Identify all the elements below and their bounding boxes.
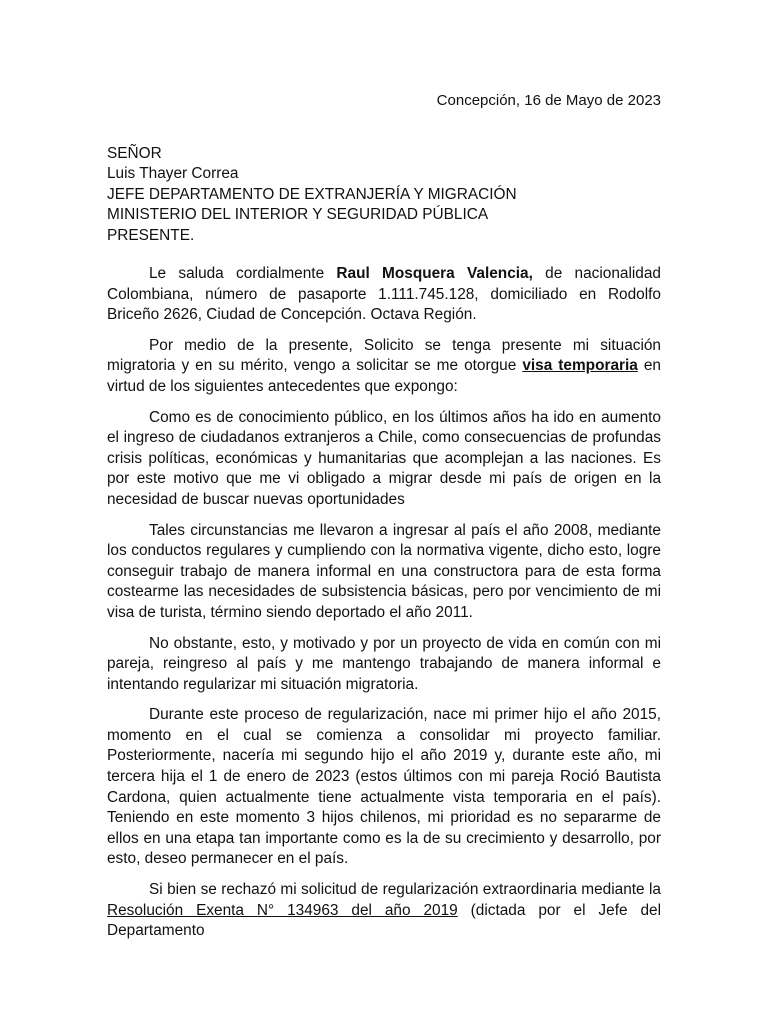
sender-name: Raul Mosquera Valencia, <box>336 265 533 282</box>
paragraph-family: Durante este proceso de regularización, nace mi primer hijo el año 2015, momento en el cual se comienza a consolidar mi proyecto familiar. Posteriormente, nacería mi segundo hijo el año 2019 y, durante este año, mi tercera hija el 1 de enero de 2023 (estos últimos con mi pareja Roció Bautista Cardona, quien actualmente tiene actualmente vista temporaria en el país). Teniendo en este momento 3 hijos chilenos, mi prioridad es no separarme de ellos en una etapa tan importante como es la de su crecimiento y desarrollo, por esto, deseo permanecer en el país. <box>107 706 661 868</box>
addressee-salutation: SEÑOR <box>107 145 162 162</box>
resolution-text-start: Si bien se rechazó mi solicitud de regularización extraordinaria mediante la <box>149 881 661 899</box>
addressee-block <box>107 144 661 246</box>
letter-date: Concepción, 16 de Mayo de 2023 <box>436 92 661 109</box>
addressee-ministry: MINISTERIO DEL INTERIOR Y SEGURIDAD PÚBLICA <box>107 206 489 224</box>
paragraph-history: Tales circunstancias me llevaron a ingresar al país el año 2008, mediante los conductos regulares y cumpliendo con la normativa vigente, dicho esto, logre conseguir trabajo de manera informal en una constructora para de esta forma costearme las necesidades de subsistencia básicas, pero por vencimiento de mi visa de turista, término siendo deportado el año 2011. <box>107 521 661 621</box>
resolution-text-end: (dictada por el Jefe del Departamento <box>107 901 661 940</box>
paragraph-request <box>107 336 661 398</box>
paragraph-resolution <box>107 880 661 942</box>
addressee-position: JEFE DEPARTAMENTO DE EXTRANJERÍA Y MIGRACIÓN <box>107 185 517 203</box>
request-text-end: en virtud de los siguientes antecedentes que expongo: <box>107 357 661 395</box>
letter-body <box>107 264 661 942</box>
addressee-present: PRESENTE. <box>107 226 195 244</box>
greeting-text-start: Le saluda cordialmente <box>149 265 337 282</box>
paragraph-context: Como es de conocimiento público, en los últimos años ha ido en aumento el ingreso de ciudadanos extranjeros a Chile, como consecuencias de profundas crisis políticas, económicas y humanitarias que acomplejan a las naciones. Es por este motivo que me vi obligado a migrar desde mi país de origen en la necesidad de buscar nuevas oportunidades <box>107 408 661 508</box>
visa-type: visa temporaria <box>522 357 638 375</box>
paragraph-reentry: No obstante, esto, y motivado y por un proyecto de vida en común con mi pareja, reingreso al país y me mantengo trabajando de manera informal e intentando regularizar mi situación migratoria. <box>107 634 661 693</box>
addressee-name: Luis Thayer Correa <box>107 165 239 183</box>
paragraph-greeting <box>107 264 661 326</box>
resolution-reference: Resolución Exenta N° 134963 del año 2019 <box>107 901 458 919</box>
request-text-start: Por medio de la presente, Solicito se tenga presente mi situación migratoria y en su mérito, vengo a solicitar se me otorgue <box>107 336 661 375</box>
greeting-text-end: de nacionalidad Colombiana, número de pasaporte 1.111.745.128, domiciliado en Rodolfo Briceño 2626, Ciudad de Concepción. Octava Región. <box>107 265 661 324</box>
